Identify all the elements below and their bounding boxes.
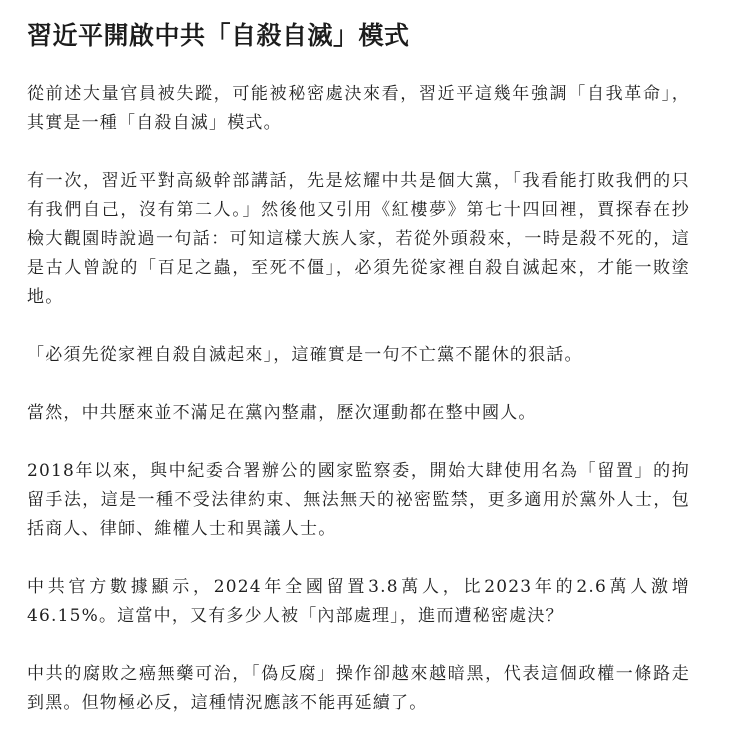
article-paragraph-7: 中共的腐敗之癌無藥可治，「偽反腐」操作卻越來越暗黑，代表這個政權一條路走到黑。但物極必反，這種情況應該不能再延續了。 [27, 664, 690, 713]
article-paragraph-4: 當然，中共歷來並不滿足在黨內整肅，歷次運動都在整中國人。 [27, 403, 537, 423]
article-title: 習近平開啟中共「自殺自滅」模式 [27, 21, 410, 50]
article-paragraph-5: 2018年以來，與中紀委合署辦公的國家監察委，開始大肆使用名為「留置」的拘留手法，這是一種不受法律約束、無法無天的祕密監禁，更多適用於黨外人士，包括商人、律師、維權人士和異議人士。 [27, 461, 690, 539]
article-paragraph-6: 中共官方數據顯示，2024年全國留置3.8萬人，比2023年的2.6萬人激增46.15%。這當中，又有多少人被「內部處理」，進而遭秘密處決？ [27, 577, 690, 626]
article-paragraph-1: 從前述大量官員被失蹤，可能被秘密處決來看，習近平這幾年強調「自我革命」，其實是一種「自殺自滅」模式。 [27, 84, 690, 133]
article-paragraph-2: 有一次，習近平對高級幹部講話，先是炫耀中共是個大黨，「我看能打敗我們的只有我們自己，沒有第二人。」然後他又引用《紅樓夢》第七十四回裡，賈探春在抄檢大觀園時說過一句話：可知這樣大族人家，若從外頭殺來，一時是殺不死的，這是古人曾說的「百足之蟲，至死不僵」，必須先從家裡自殺自滅起來，才能一敗塗地。 [27, 171, 690, 307]
article-paragraph-3: 「必須先從家裡自殺自滅起來」，這確實是一句不亡黨不罷休的狠話。 [27, 345, 583, 365]
